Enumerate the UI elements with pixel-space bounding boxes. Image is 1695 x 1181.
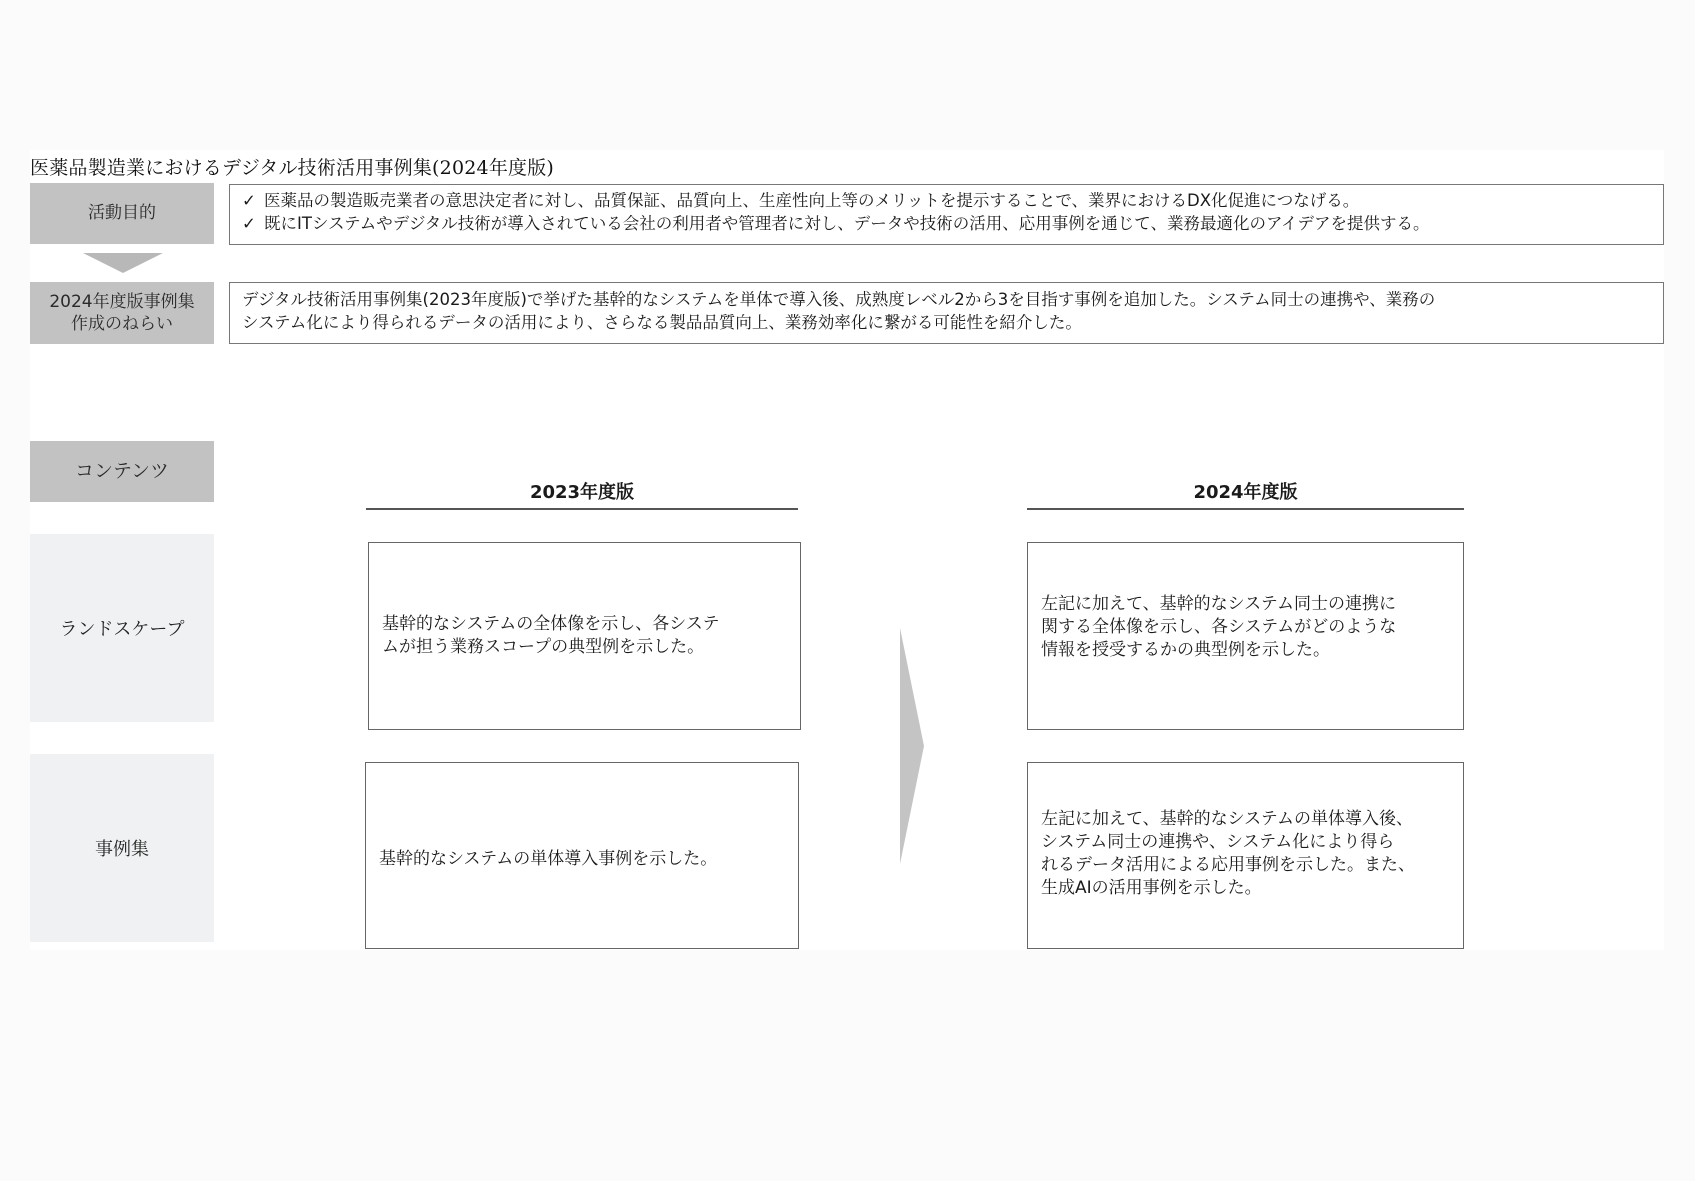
column-underline-2023 xyxy=(366,508,798,510)
cell-text-line: 左記に加えて、基幹的なシステム同士の連携に xyxy=(1041,593,1396,614)
column-header-2024: 2024年度版 xyxy=(1193,482,1298,503)
aim-label xyxy=(30,282,214,344)
aim-text-line: デジタル技術活用事例集(2023年度版)で挙げた基幹的なシステムを単体で導入後、成熟度レベル2から3を目指す事例を追加した。システム同士の連携や、業務の xyxy=(242,290,1436,309)
cell-case-studies-2023 xyxy=(365,762,799,949)
cell-text-line: 関する全体像を示し、各システムがどのような xyxy=(1041,616,1397,637)
purpose-textbox xyxy=(229,184,1664,245)
cell-text xyxy=(379,848,717,871)
column-header-2023: 2023年度版 xyxy=(529,482,635,503)
aim-textbox xyxy=(229,282,1664,344)
aim-label-line: 作成のねらい xyxy=(71,314,173,334)
row-label-case-studies xyxy=(30,754,214,942)
purpose-label xyxy=(30,183,214,244)
aim-label-line: 2024年度版事例集 xyxy=(49,291,195,312)
row-label-text: ランドスケープ xyxy=(59,619,185,640)
row-label-text: 事例集 xyxy=(95,839,149,860)
purpose-item-text: 医薬品の製造販売業者の意思決定者に対し、品質保証、品質向上、生産性向上等のメリットを提示することで、業界におけるDX化促進につなげる。 xyxy=(264,191,1360,210)
check-icon: ✓ xyxy=(242,214,256,233)
cell-text-line: システム同士の連携や、システム化により得ら xyxy=(1041,831,1395,852)
row-label-landscape xyxy=(30,534,214,722)
contents-label-text: コンテンツ xyxy=(74,460,170,483)
contents-label xyxy=(30,441,214,502)
cell-text-line: 情報を授受するかの典型例を示した。 xyxy=(1041,639,1330,660)
column-underline-2024 xyxy=(1027,508,1464,510)
document-title: 医薬品製造業におけるデジタル技術活用事例集(2024年度版) xyxy=(30,157,555,179)
check-icon: ✓ xyxy=(242,191,256,210)
chevron-right-arrow-icon xyxy=(898,628,928,868)
triangle-down-icon xyxy=(83,253,163,273)
purpose-item xyxy=(242,189,1651,212)
cell-text-line: 基幹的なシステムの単体導入事例を示した。 xyxy=(379,849,718,869)
cell-text xyxy=(1041,593,1396,662)
cell-case-studies-2024 xyxy=(1027,762,1464,949)
purpose-item xyxy=(242,212,1651,235)
aim-text-line: システム化により得られるデータの活用により、さらなる製品品質向上、業務効率化に繋がる可能性を紹介した。 xyxy=(242,313,1082,332)
purpose-item-text: 既にITシステムやデジタル技術が導入されている会社の利用者や管理者に対し、データや技術の活用、応用事例を通じて、業務最適化のアイデアを提供する。 xyxy=(264,214,1430,233)
purpose-label-text: 活動目的 xyxy=(88,203,156,224)
cell-text-line: 生成AIの活用事例を示した。 xyxy=(1041,877,1262,898)
cell-text xyxy=(382,613,719,659)
cell-text-line: 左記に加えて、基幹的なシステムの単体導入後、 xyxy=(1041,808,1413,829)
cell-landscape-2024 xyxy=(1027,542,1464,730)
cell-text xyxy=(1041,808,1415,900)
cell-landscape-2023 xyxy=(368,542,801,730)
cell-text-line: 基幹的なシステムの全体像を示し、各システ xyxy=(382,614,720,634)
cell-text-line: れるデータ活用による応用事例を示した。また、 xyxy=(1041,854,1415,875)
cell-text-line: ムが担う業務スコープの典型例を示した。 xyxy=(382,637,705,657)
